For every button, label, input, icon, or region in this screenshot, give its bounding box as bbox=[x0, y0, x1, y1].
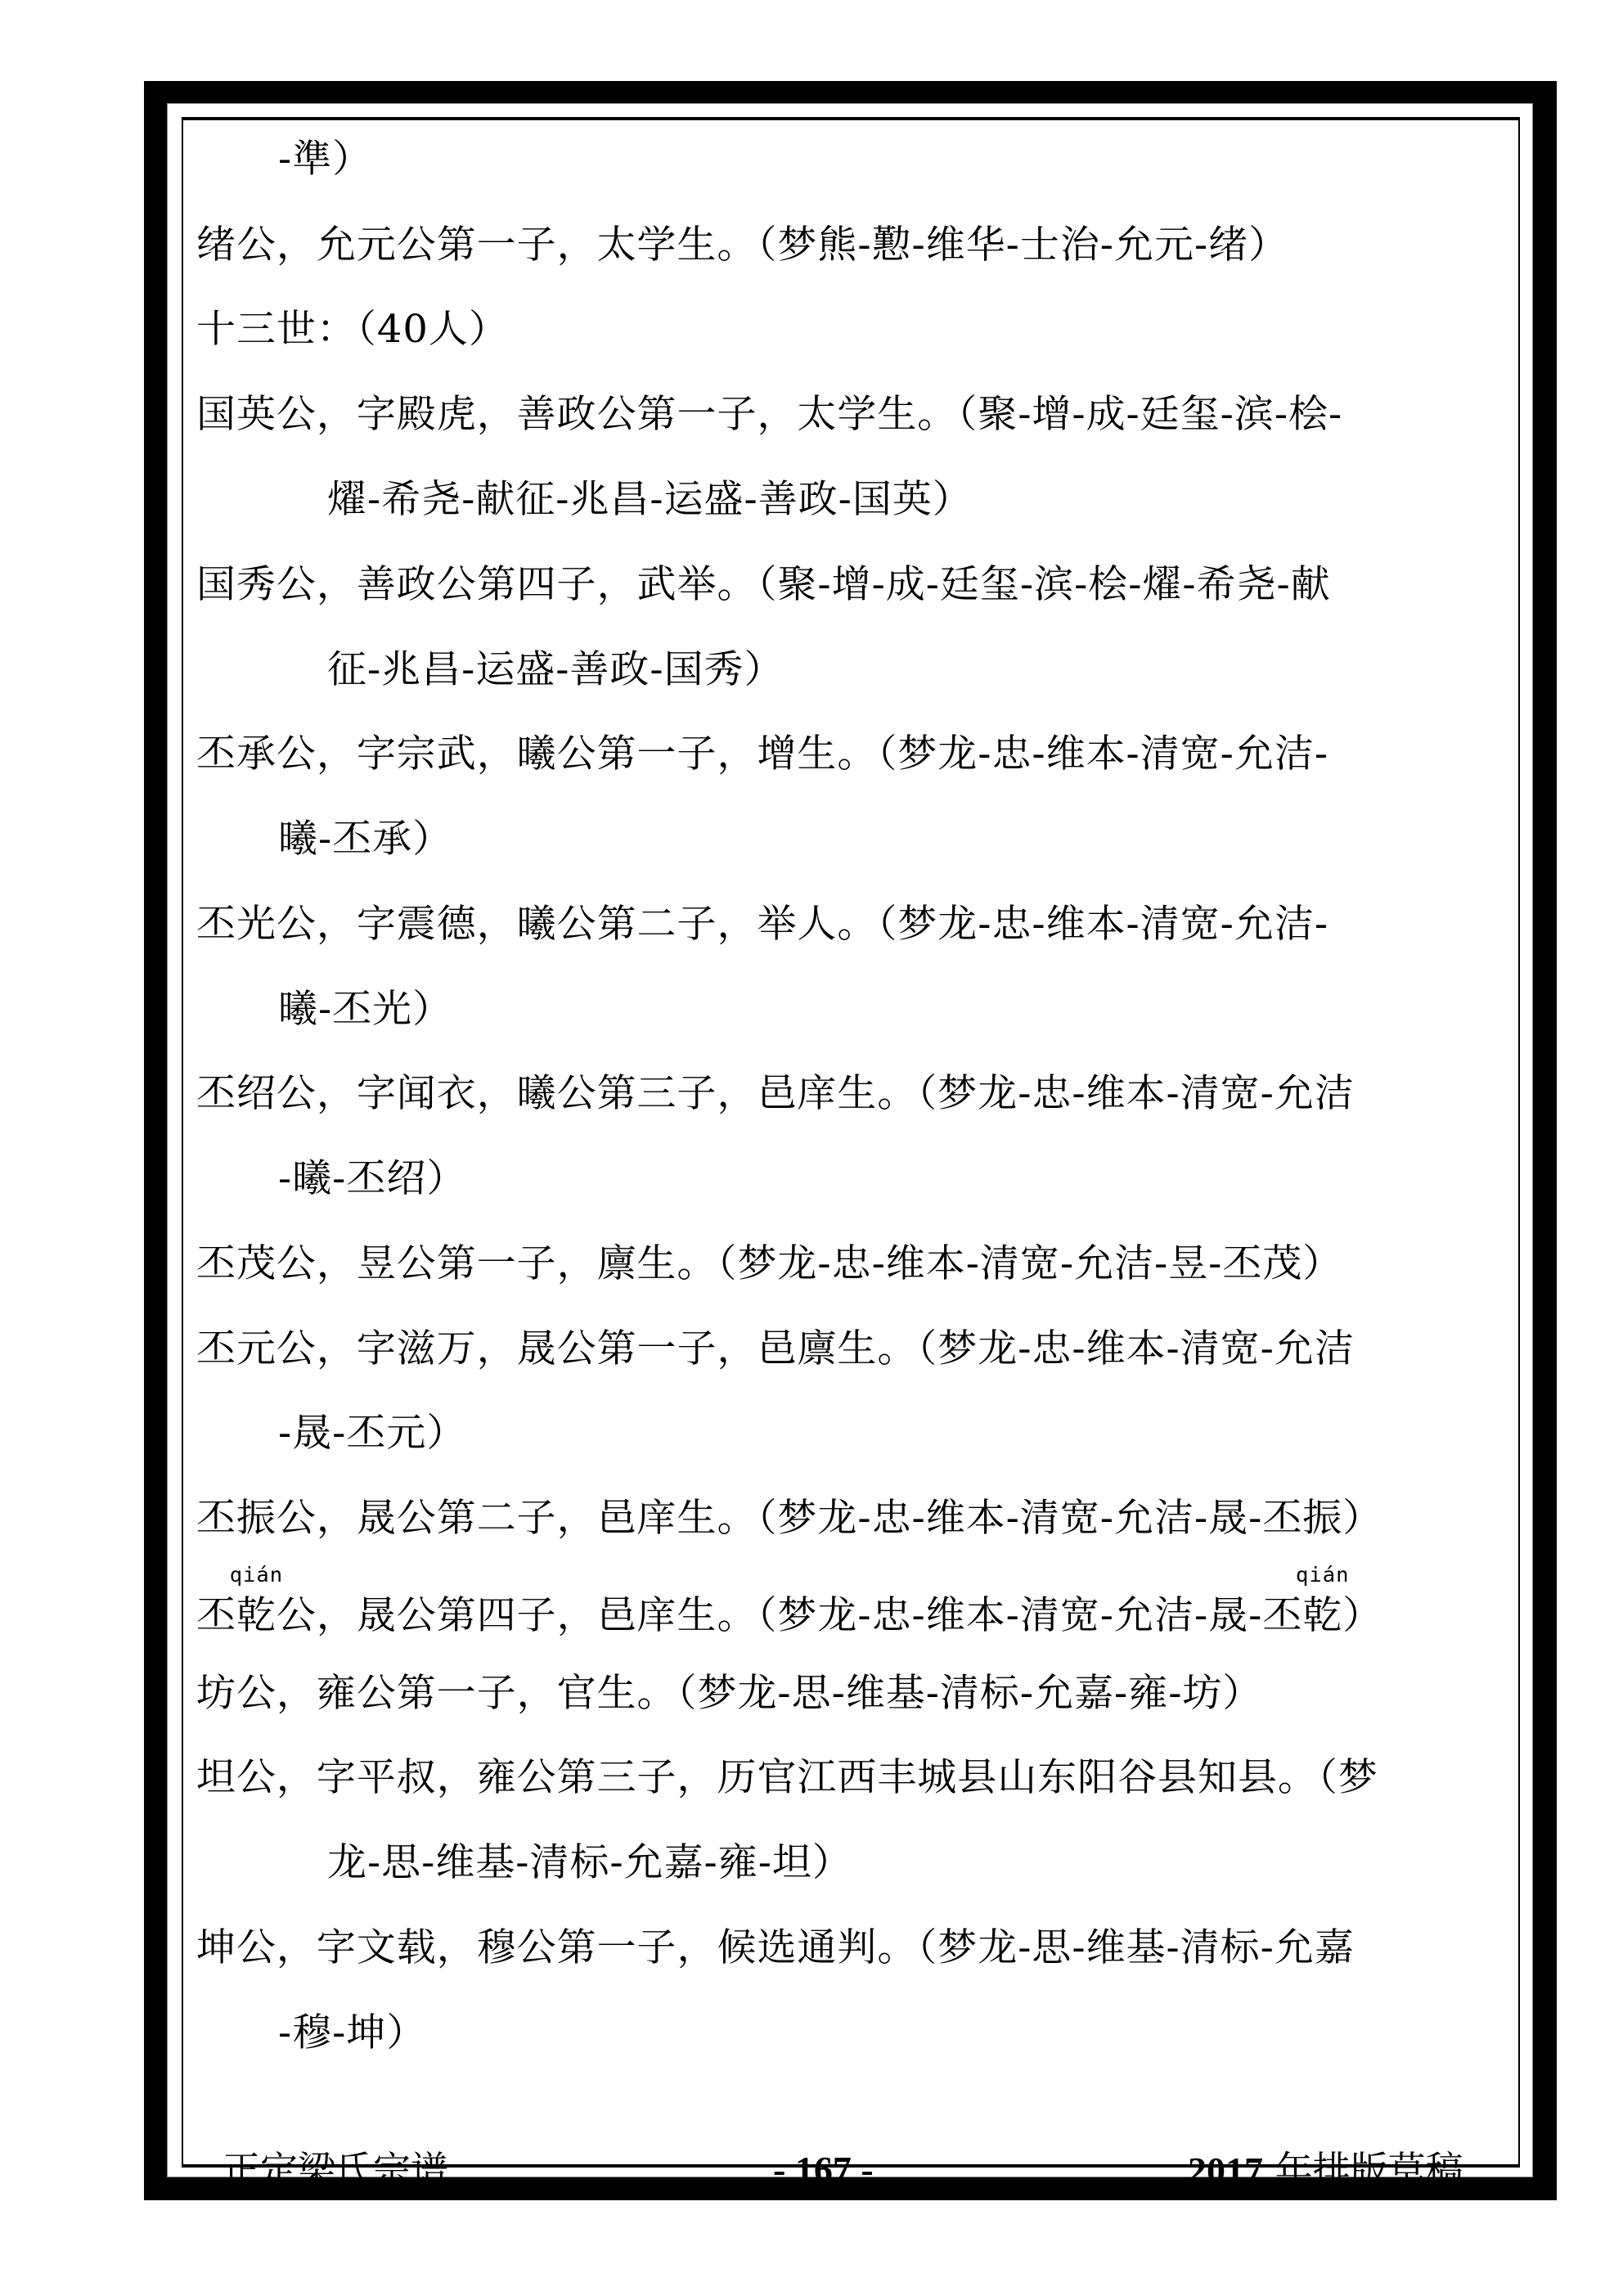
text-line: 丕承公，字宗武，曦公第一子，增生。（梦龙-忠-维本-清宽-允洁- bbox=[196, 732, 1329, 777]
footer-draft-text: 年排版草稿 bbox=[1275, 2148, 1463, 2192]
text-line: 绪公，允元公第一子，太学生。（梦熊-懃-维华-士治-允元-绪） bbox=[196, 223, 1289, 268]
pinyin-annotation: qián bbox=[229, 1563, 284, 1587]
text-line: 坤公，字文载，穆公第一子，候选通判。（梦龙-思-维基-清标-允嘉 bbox=[196, 1925, 1355, 1970]
text-line: 曦-丕承） bbox=[278, 817, 453, 862]
text-line: 坦公，字平叔，雍公第三子，历官江西丰城县山东阳谷县知县。（梦 bbox=[196, 1755, 1378, 1800]
text-line: 丕茂公，昱公第一子，廪生。（梦龙-忠-维本-清宽-允洁-昱-丕茂） bbox=[196, 1241, 1343, 1286]
footer-book-title: 正定梁氏宗谱 bbox=[223, 2148, 448, 2192]
text-line: -晟-丕元） bbox=[278, 1411, 467, 1456]
text-line: 丕光公，字震德，曦公第二子，举人。（梦龙-忠-维本-清宽-允洁- bbox=[196, 902, 1329, 947]
text-line: 丕绍公，字闻衣，曦公第三子，邑庠生。（梦龙-忠-维本-清宽-允洁 bbox=[196, 1071, 1355, 1116]
text-line: -穆-坤） bbox=[278, 2010, 427, 2055]
text-line: 丕元公，字滋万，晟公第一子，邑廪生。（梦龙-忠-维本-清宽-允洁 bbox=[196, 1326, 1355, 1371]
text-line: 龙-思-维基-清标-允嘉-雍-坦） bbox=[327, 1840, 852, 1885]
text-line: 丕振公，晟公第二子，邑庠生。（梦龙-忠-维本-清宽-允洁-晟-丕振） bbox=[196, 1496, 1383, 1541]
footer-year: 2017 bbox=[1188, 2150, 1263, 2191]
annotated-char: qián 乾 bbox=[229, 1563, 284, 1638]
footer-draft-note bbox=[1188, 2145, 1463, 2195]
ruby-middle: 公，晟公第四子，邑庠生。（梦龙-忠-维本-清宽-允洁-晟-丕 bbox=[276, 1593, 1303, 1638]
text-line: 燿-希尧-献征-兆昌-运盛-善政-国英） bbox=[327, 477, 973, 522]
ruby-prefix: 丕 bbox=[196, 1593, 236, 1638]
text-line: 坊公，雍公第一子，官生。（梦龙-思-维基-清标-允嘉-雍-坊） bbox=[196, 1671, 1263, 1716]
text-line: 国秀公，善政公第四子，武举。（聚-增-成-廷玺-滨-桧-燿-希尧-献 bbox=[196, 562, 1331, 607]
text-line: -曦-丕绍） bbox=[278, 1156, 467, 1201]
text-line-with-pinyin bbox=[196, 1563, 1383, 1641]
generation-heading: 十三世：（40人） bbox=[196, 307, 509, 352]
text-line: 征-兆昌-运盛-善政-国秀） bbox=[327, 647, 785, 692]
text-line: 曦-丕光） bbox=[278, 987, 453, 1032]
footer-page-number: - 167 - bbox=[773, 2149, 874, 2190]
pinyin-annotation-end: qián bbox=[1296, 1563, 1350, 1587]
annotated-char-end: qián 乾 bbox=[1296, 1563, 1350, 1638]
ruby-suffix: ） bbox=[1342, 1593, 1383, 1638]
text-line: 国英公，字殿虎，善政公第一子，太学生。（聚-增-成-廷玺-滨-桧- bbox=[196, 392, 1343, 437]
text-line: -準） bbox=[278, 137, 373, 182]
